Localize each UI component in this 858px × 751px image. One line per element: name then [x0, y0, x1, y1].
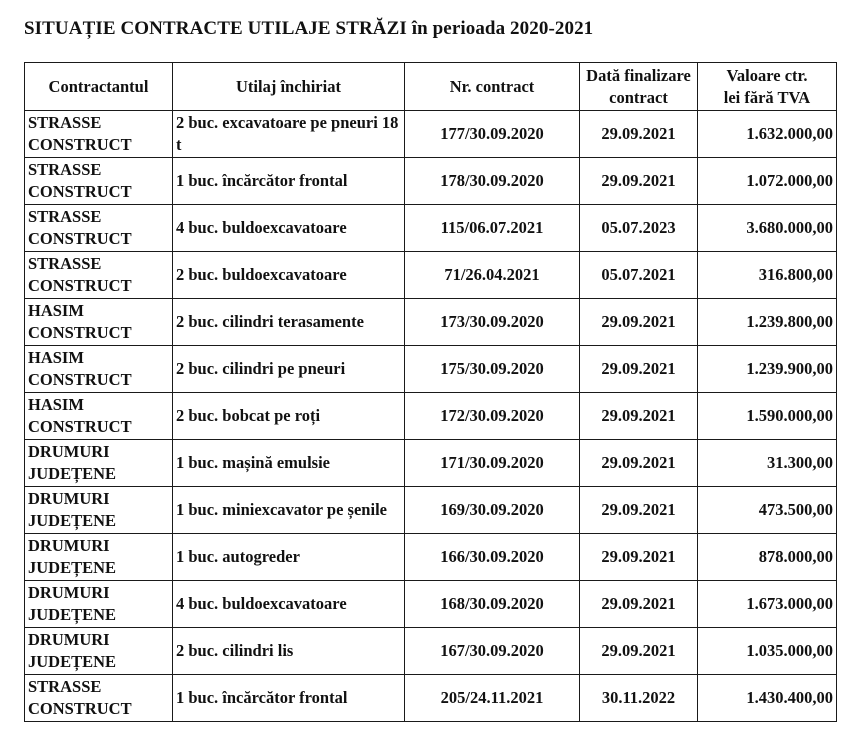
table-row — [25, 675, 837, 722]
contractor-name-line1: DRUMURI — [28, 442, 110, 461]
table-row — [25, 205, 837, 252]
header-value-line2: lei fără TVA — [723, 87, 811, 107]
contractor-name-line2: CONSTRUCT — [28, 699, 132, 718]
table-row — [25, 111, 837, 158]
cell-end-date: 29.09.2021 — [580, 393, 698, 440]
cell-contract-number: 71/26.04.2021 — [405, 252, 580, 299]
contractor-name-line2: CONSTRUCT — [28, 417, 132, 436]
table-row — [25, 487, 837, 534]
header-contractor: Contractantul — [25, 63, 173, 111]
cell-value: 1.035.000,00 — [698, 628, 837, 675]
cell-value: 473.500,00 — [698, 487, 837, 534]
table-header-row — [25, 63, 837, 111]
header-value — [698, 63, 837, 111]
contractor-name-line2: CONSTRUCT — [28, 276, 132, 295]
contractor-name-line1: STRASSE — [28, 113, 102, 132]
cell-contract-number: 171/30.09.2020 — [405, 440, 580, 487]
cell-contractor — [25, 299, 173, 346]
cell-contract-number: 178/30.09.2020 — [405, 158, 580, 205]
cell-value: 1.632.000,00 — [698, 111, 837, 158]
cell-contractor — [25, 205, 173, 252]
header-end-date — [580, 63, 698, 111]
cell-equipment: 1 buc. încărcător frontal — [173, 158, 405, 205]
cell-contractor — [25, 346, 173, 393]
header-end-date-line2: contract — [609, 87, 668, 107]
cell-value: 31.300,00 — [698, 440, 837, 487]
cell-value: 3.680.000,00 — [698, 205, 837, 252]
header-end-date-line1: Dată finalizare — [586, 65, 691, 85]
header-equipment: Utilaj închiriat — [173, 63, 405, 111]
cell-value: 1.072.000,00 — [698, 158, 837, 205]
table-row — [25, 628, 837, 675]
cell-end-date: 29.09.2021 — [580, 487, 698, 534]
cell-contract-number: 205/24.11.2021 — [405, 675, 580, 722]
contractor-name-line2: CONSTRUCT — [28, 135, 132, 154]
contractor-name-line1: STRASSE — [28, 207, 102, 226]
table-row — [25, 440, 837, 487]
cell-value: 316.800,00 — [698, 252, 837, 299]
cell-contractor — [25, 393, 173, 440]
cell-end-date: 29.09.2021 — [580, 534, 698, 581]
contractor-name-line1: DRUMURI — [28, 583, 110, 602]
cell-equipment: 2 buc. excavatoare pe pneuri 18 t — [173, 111, 405, 158]
contractor-name-line1: DRUMURI — [28, 630, 110, 649]
contractor-name-line2: JUDEȚENE — [28, 464, 117, 483]
cell-equipment: 2 buc. cilindri terasamente — [173, 299, 405, 346]
cell-contract-number: 172/30.09.2020 — [405, 393, 580, 440]
cell-equipment: 2 buc. cilindri pe pneuri — [173, 346, 405, 393]
cell-equipment: 1 buc. autogreder — [173, 534, 405, 581]
contractor-name-line2: CONSTRUCT — [28, 323, 132, 342]
cell-contractor — [25, 158, 173, 205]
cell-equipment: 2 buc. cilindri lis — [173, 628, 405, 675]
cell-value: 1.673.000,00 — [698, 581, 837, 628]
cell-contract-number: 115/06.07.2021 — [405, 205, 580, 252]
cell-end-date: 29.09.2021 — [580, 628, 698, 675]
cell-contract-number: 166/30.09.2020 — [405, 534, 580, 581]
contractor-name-line2: JUDEȚENE — [28, 511, 117, 530]
table-row — [25, 158, 837, 205]
header-contract-number: Nr. contract — [405, 63, 580, 111]
contractor-name-line1: DRUMURI — [28, 536, 110, 555]
cell-contractor — [25, 252, 173, 299]
cell-equipment: 1 buc. mașină emulsie — [173, 440, 405, 487]
table-row — [25, 534, 837, 581]
contractor-name-line2: JUDEȚENE — [28, 605, 117, 624]
cell-end-date: 29.09.2021 — [580, 440, 698, 487]
cell-value: 1.430.400,00 — [698, 675, 837, 722]
cell-equipment: 2 buc. bobcat pe roți — [173, 393, 405, 440]
table-body — [25, 111, 837, 722]
cell-end-date: 05.07.2021 — [580, 252, 698, 299]
contracts-table — [24, 62, 837, 722]
cell-contractor — [25, 628, 173, 675]
cell-contract-number: 169/30.09.2020 — [405, 487, 580, 534]
cell-end-date: 29.09.2021 — [580, 581, 698, 628]
cell-end-date: 29.09.2021 — [580, 158, 698, 205]
contractor-name-line1: STRASSE — [28, 677, 102, 696]
table-row — [25, 581, 837, 628]
cell-end-date: 29.09.2021 — [580, 111, 698, 158]
contractor-name-line1: STRASSE — [28, 254, 102, 273]
cell-contract-number: 175/30.09.2020 — [405, 346, 580, 393]
table-row — [25, 346, 837, 393]
cell-value: 1.239.800,00 — [698, 299, 837, 346]
contractor-name-line2: CONSTRUCT — [28, 229, 132, 248]
contractor-name-line1: DRUMURI — [28, 489, 110, 508]
cell-equipment: 4 buc. buldoexcavatoare — [173, 581, 405, 628]
contractor-name-line1: HASIM — [28, 348, 84, 367]
header-value-line1: Valoare ctr. — [726, 65, 808, 85]
cell-equipment: 4 buc. buldoexcavatoare — [173, 205, 405, 252]
table-row — [25, 252, 837, 299]
contractor-name-line2: CONSTRUCT — [28, 182, 132, 201]
cell-value: 1.239.900,00 — [698, 346, 837, 393]
cell-value: 1.590.000,00 — [698, 393, 837, 440]
cell-contract-number: 167/30.09.2020 — [405, 628, 580, 675]
table-row — [25, 299, 837, 346]
cell-equipment: 1 buc. încărcător frontal — [173, 675, 405, 722]
cell-contractor — [25, 111, 173, 158]
cell-end-date: 29.09.2021 — [580, 299, 698, 346]
cell-contractor — [25, 440, 173, 487]
cell-end-date: 30.11.2022 — [580, 675, 698, 722]
cell-equipment: 1 buc. miniexcavator pe șenile — [173, 487, 405, 534]
cell-end-date: 05.07.2023 — [580, 205, 698, 252]
contractor-name-line1: STRASSE — [28, 160, 102, 179]
contractor-name-line2: JUDEȚENE — [28, 558, 117, 577]
contractor-name-line2: JUDEȚENE — [28, 652, 117, 671]
contractor-name-line1: HASIM — [28, 301, 84, 320]
table-row — [25, 393, 837, 440]
cell-contractor — [25, 581, 173, 628]
cell-contractor — [25, 487, 173, 534]
contractor-name-line1: HASIM — [28, 395, 84, 414]
cell-contract-number: 177/30.09.2020 — [405, 111, 580, 158]
cell-contractor — [25, 675, 173, 722]
document-title: SITUAȚIE CONTRACTE UTILAJE STRĂZI în perioada 2020-2021 — [24, 18, 594, 39]
cell-equipment: 2 buc. buldoexcavatoare — [173, 252, 405, 299]
cell-contract-number: 168/30.09.2020 — [405, 581, 580, 628]
cell-contractor — [25, 534, 173, 581]
cell-contract-number: 173/30.09.2020 — [405, 299, 580, 346]
cell-end-date: 29.09.2021 — [580, 346, 698, 393]
cell-value: 878.000,00 — [698, 534, 837, 581]
contractor-name-line2: CONSTRUCT — [28, 370, 132, 389]
